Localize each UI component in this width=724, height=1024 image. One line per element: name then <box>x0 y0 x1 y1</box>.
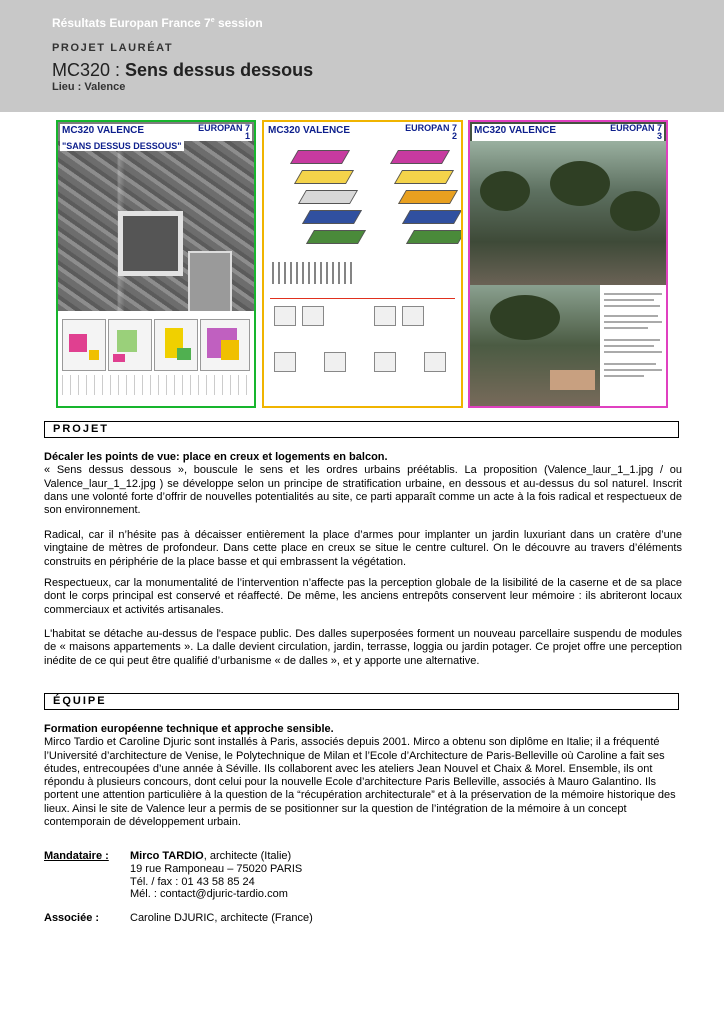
panel-code: MC320 VALENCE <box>62 125 145 136</box>
plan-thumbnail <box>200 319 250 371</box>
section-strip <box>62 375 248 395</box>
panel-europan: EUROPAN 7 3 <box>610 123 662 141</box>
projet-paragraph-2: Radical, car il n’hésite pas à décaisser entièrement la place d’armes pour implanter un jardin luxuriant dans un cratère d’une vingtaine de mètres de profondeur. Dans cette place en creux se situe le centre culturel. On le découvre au travers d’éléments construits en périphérie de la place basse et qui embrassent la végétation. <box>44 529 682 568</box>
plan-thumbnail <box>154 319 198 371</box>
layer-shape <box>306 230 366 244</box>
projet-paragraph-4: L'habitat se détache au-dessus de l'espace public. Des dalles superposées forment un nouveau parcellaire suspendu de modules de « maisons appartements ». La dalle devient circulation, jardin, terrasse, loggia ou jardin potager. Ce projet offre une perception inédite de ce qui peut être qualifié d’urbanisme « de dalles », et y apporte une alternative. <box>44 628 682 667</box>
plan-detail <box>274 352 296 372</box>
panel-europan: EUROPAN 7 1 <box>198 123 250 141</box>
layer-shape <box>294 170 354 184</box>
equipe-text <box>44 723 684 829</box>
panel-code: MC320 VALENCE <box>268 125 351 136</box>
layer-shape <box>390 150 450 164</box>
panel-code: MC320 VALENCE <box>474 125 557 136</box>
perspective-rendering <box>470 285 600 406</box>
associee-text: Caroline DJURIC, architecte (France) <box>130 912 313 924</box>
plan-detail <box>424 352 446 372</box>
equipe-paragraph: Mirco Tardio et Caroline Djuric sont installés à Paris, associés depuis 2001. Mirco a obtenu son diplôme en Italie; il a fréquenté l’Université d’architecture de Venise, le Polytechnique de Milan et l’Ecole d’Architecture de Paris-Belleville où Caroline a fait ses études, entrecoupées d’une année à Séville. Ils collaborent avec les ateliers Jean Nouvel et Chaix & Morel. Ensemble, ils ont répondu à plusieurs concours, dont celui pour la nouvelle Ecole d’architecture Paris Belleville, associés à Mauro Galantino. Ils portent une attention particulière à la question de la “récupération architecturale” et à la préservation de la mémoire historique des lieux. Ainsi le site de Valence leur a permis de se positionner sur la question de l’intégration de la mémoire à un concept contemporain de développement urbain. <box>44 736 676 829</box>
panel-text-block <box>600 285 666 406</box>
mandataire-label: Mandataire : <box>44 850 109 862</box>
plans-strip <box>58 311 254 406</box>
tree-shape <box>480 171 530 211</box>
plan-detail <box>374 306 396 326</box>
competition-panel-2 <box>262 120 463 408</box>
layer-shape <box>402 210 462 224</box>
plan-thumbnail <box>62 319 106 371</box>
page-title: MC320 : Sens dessus dessous <box>52 60 314 80</box>
layer-shape <box>406 230 463 244</box>
projet-laureat-label: PROJET LAURÉAT <box>52 42 174 54</box>
tree-shape <box>490 295 560 340</box>
building-block <box>188 251 232 315</box>
projet-paragraph-3: Respectueux, car la monumentalité de l’intervention n’affecte pas la perception globale de la lisibilité de la caserne et de sa place dont le corps principal est conservé et réaffecté. De même, les anciens entrepôts conservent leur mémoire : ils abriteront locaux commerciaux et activités artisanales. <box>44 577 682 616</box>
panel-header <box>266 124 459 141</box>
panel-subtitle: "SANS DESSUS DESSOUS" <box>62 141 182 151</box>
layer-shape <box>298 190 358 204</box>
layer-shape <box>398 190 458 204</box>
lieu-label: Lieu : Valence <box>52 81 126 93</box>
section-heading-equipe: ÉQUIPE <box>44 693 679 710</box>
caserne-courtyard <box>118 211 183 276</box>
perspective-rendering <box>470 141 666 285</box>
layer-shape <box>290 150 350 164</box>
equipe-lead: Formation européenne technique et approche sensible. <box>44 723 334 735</box>
panel-header <box>60 124 252 141</box>
competition-panel-3 <box>468 120 668 408</box>
mandataire-role: , architecte (Italie) <box>203 850 292 862</box>
building-facade <box>550 370 595 390</box>
plan-detail <box>402 306 424 326</box>
plan-detail <box>302 306 324 326</box>
competition-panel-1 <box>56 120 256 408</box>
plan-detail <box>374 352 396 372</box>
layer-shape <box>394 170 454 184</box>
tree-shape <box>610 191 660 231</box>
associee-label: Associée : <box>44 912 100 924</box>
plan-thumbnail <box>108 319 152 371</box>
plan-detail <box>274 306 296 326</box>
projet-lead: Décaler les points de vue: place en creux et logements en balcon. <box>44 451 388 463</box>
mandataire-address: 19 rue Ramponeau – 75020 PARIS <box>130 862 303 875</box>
mandataire-mail[interactable]: Mél. : contact@djuric-tardio.com <box>130 888 288 901</box>
projet-paragraph-1: « Sens dessus dessous », bouscule le sens et les ordres urbains préétablis. La proposition (Valence_laur_1_1.jpg / ou Valence_laur_1_12.jpg ) se développe selon un principe de stratification urbaine, en dessous et au-dessus du sol naturel. Inscrit dans une volonté forte d’offrir de nouvelles potentialités au site, ce parti apparaît comme un acte à la fois radical et respectueux de son environnement. <box>44 464 682 517</box>
mandataire-tel: Tél. / fax : 01 43 58 85 24 <box>130 875 255 888</box>
panel-europan: EUROPAN 7 2 <box>405 123 457 141</box>
plan-detail <box>324 352 346 372</box>
section-drawing <box>272 262 352 284</box>
mandataire-block <box>130 850 302 901</box>
mandataire-name: Mirco TARDIO <box>130 850 204 862</box>
red-divider <box>270 298 455 299</box>
section-heading-projet: PROJET <box>44 421 679 438</box>
header-band <box>0 0 724 112</box>
projet-text <box>44 451 682 517</box>
results-title: Résultats Europan France 7e session <box>52 16 263 30</box>
panel-header <box>472 124 664 141</box>
layer-shape <box>302 210 362 224</box>
tree-shape <box>550 161 610 206</box>
aerial-photo <box>58 141 254 311</box>
